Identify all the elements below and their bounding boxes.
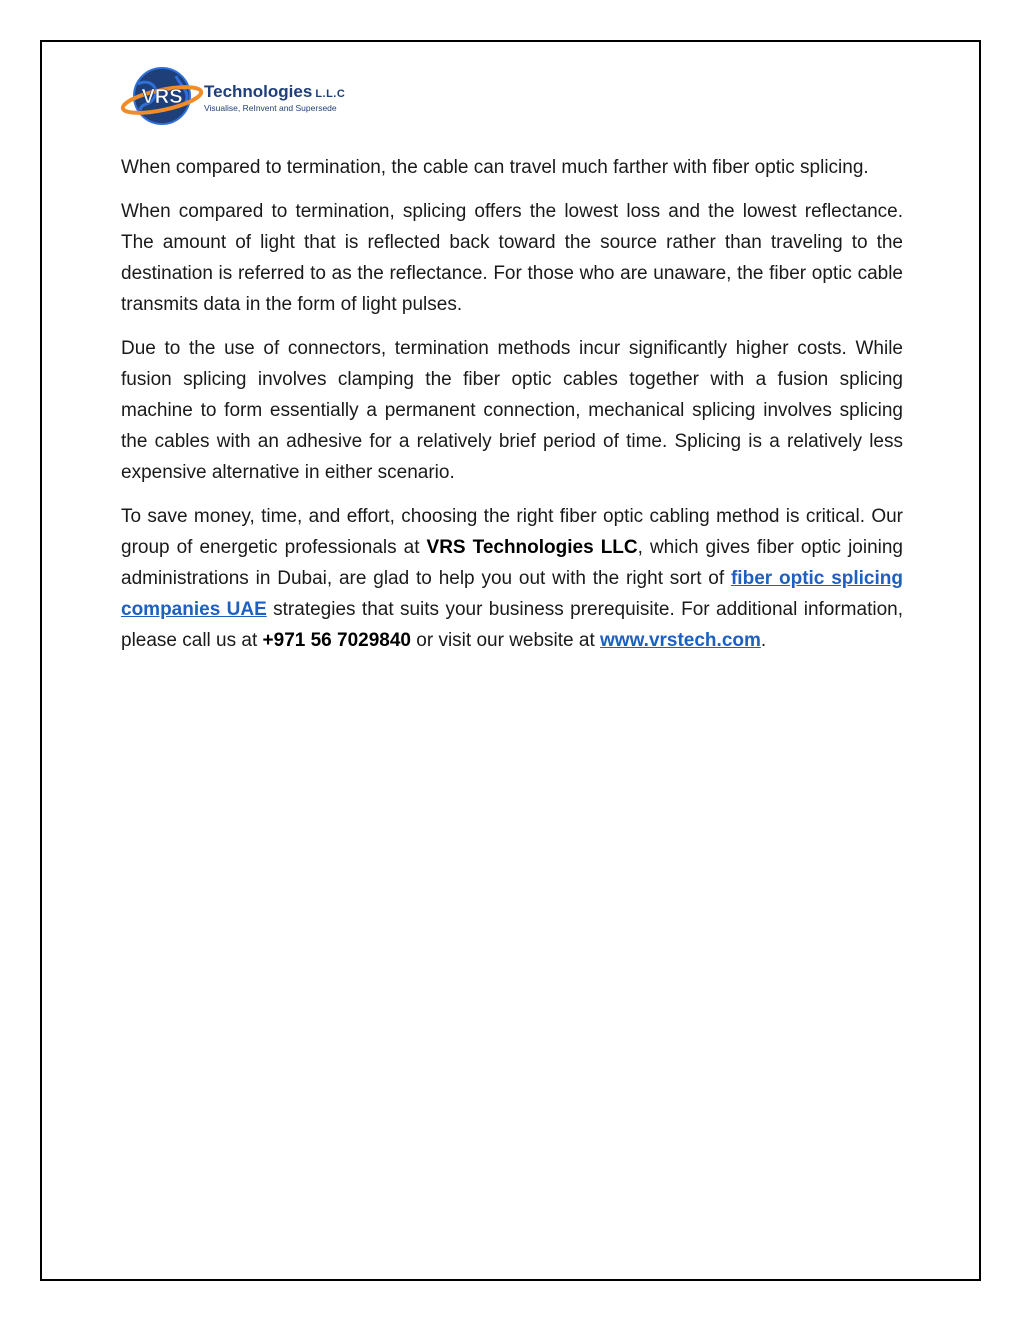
paragraph-4-text-3: strategies that suits your business prerequisite. For additional information, please call us at <box>121 599 903 651</box>
paragraph-4-text-5: . <box>760 630 767 651</box>
paragraph-3: Due to the use of connectors, termination methods incur significantly higher costs. While fusion splicing involves clamping the fiber optic cables together with a fusion splicing machine to form essentially a permanent connection, mechanical splicing involves splicing the cables with an adhesive for a relatively brief period of time. Splicing is a relatively less expensive alternative in either scenario. <box>121 338 903 483</box>
company-name: VRS Technologies LLC <box>426 537 638 558</box>
logo-brand-name: Technologies L.L.C <box>204 82 346 101</box>
paragraph-1: When compared to termination, the cable can travel much farther with fiber optic splicing. <box>121 157 869 178</box>
website-link[interactable]: www.vrstech.com <box>600 630 761 651</box>
globe-logo-icon <box>120 62 204 128</box>
phone-number: +971 56 7029840 <box>262 630 411 651</box>
paragraph-4-text-4: or visit our website at <box>411 630 601 651</box>
logo-mark-text: VRS <box>141 86 183 108</box>
paragraph-4 <box>121 501 903 656</box>
paragraph-2: When compared to termination, splicing offers the lowest loss and the lowest reflectance. The amount of light that is reflected back toward the source rather than traveling to the destination is referred to as the reflectance. For those who are unaware, the fiber optic cable transmits data in the form of light pulses. <box>121 201 903 315</box>
article-body <box>121 152 903 669</box>
logo-tagline: Visualise, ReInvent and Supersede <box>204 103 337 113</box>
paragraph-4-text-2: , which gives fiber optic joining administrations in Dubai, are glad to help you out with the right sort of <box>121 537 904 589</box>
logo-brand-suffix: L.L.C <box>315 88 346 100</box>
company-logo <box>120 62 380 128</box>
paragraph-4-text-1: To save money, time, and effort, choosing the right fiber optic cabling method is critical. Our group of energetic professionals at <box>121 506 903 558</box>
fiber-splicing-link[interactable]: fiber optic splicing companies UAE <box>121 568 903 620</box>
